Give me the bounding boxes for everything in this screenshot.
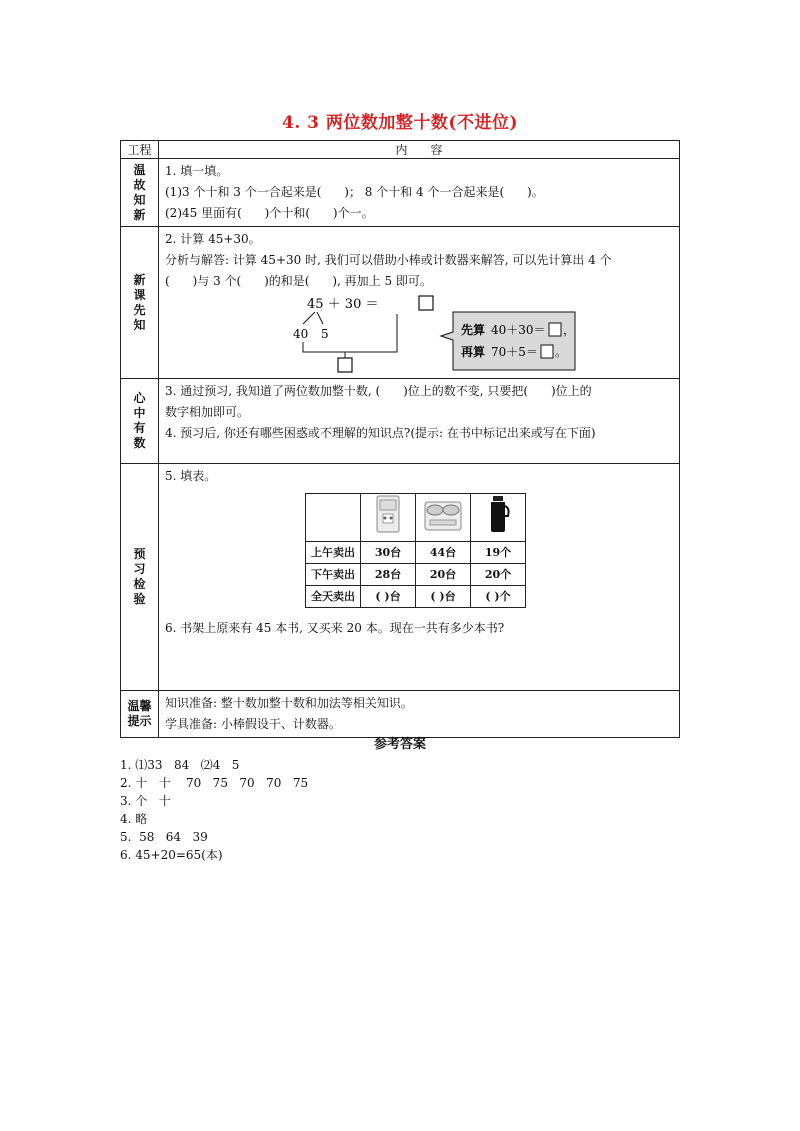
answer-5: 5. 58 64 39 xyxy=(120,830,208,844)
answer-3: 3. 个 十 xyxy=(120,794,171,808)
split-diagram-svg xyxy=(285,292,685,376)
header-row xyxy=(121,141,680,159)
section-new xyxy=(121,227,680,379)
bubble-expr-1: 40＋30＝ xyxy=(491,323,546,337)
row-label-afternoon: 下午卖出 xyxy=(306,564,361,586)
water-dispenser-icon xyxy=(361,494,416,542)
new-content xyxy=(159,227,680,379)
header-project: 工程 xyxy=(121,141,159,159)
q1-part1: (1)3 个十和 3 个一合起来是( )； 8 个十和 4 个一合起来是( )。 xyxy=(165,185,544,199)
bubble-end-1: ， xyxy=(563,323,576,337)
answer-6: 6. 45+20=65(本) xyxy=(120,848,223,862)
page-title: 4. 3 两位数加整十数(不进位) xyxy=(282,113,518,133)
section-label-mind: 心中有数 xyxy=(121,379,159,464)
q3-line2: 数字相加即可。 xyxy=(165,405,250,419)
section-tips xyxy=(121,691,680,738)
row-label-morning: 上午卖出 xyxy=(306,542,361,564)
q1-stem: 1. 填一填。 xyxy=(165,164,229,178)
answer-2: 2. 十 十 70 75 70 70 75 xyxy=(120,776,309,790)
split-line-right xyxy=(317,312,323,324)
cell-morning-thermos: 19个 xyxy=(471,542,526,564)
diagram-expression: 45 ＋ 30 ＝ xyxy=(307,297,379,312)
split-right-value: 5 xyxy=(321,327,329,341)
cell-total-dispenser: ( )台 xyxy=(361,586,416,608)
sales-corner xyxy=(306,494,361,542)
q6-stem: 6. 书架上原来有 45 本书, 又买来 20 本。现在一共有多少本书? xyxy=(165,621,505,635)
bubble-label-2: 再算 xyxy=(461,345,486,359)
bubble-end-2: 。 xyxy=(555,345,568,359)
bubble-box-1 xyxy=(549,323,561,336)
split-line-left xyxy=(303,312,315,324)
sales-icon-row xyxy=(306,494,526,542)
cell-morning-dispenser: 30台 xyxy=(361,542,416,564)
washing-machine-icon xyxy=(416,494,471,542)
answer-1: 1. ⑴33 84 ⑵4 5 xyxy=(120,758,240,772)
q2-analysis-2: ( )与 3 个( )的和是( ), 再加上 5 即可。 xyxy=(165,274,432,288)
row-label-total: 全天卖出 xyxy=(306,586,361,608)
hint-bubble xyxy=(441,312,575,370)
review-content xyxy=(159,159,680,227)
worksheet-table xyxy=(120,140,680,738)
tips-content xyxy=(159,691,680,738)
sales-table xyxy=(305,493,526,608)
preview-content xyxy=(159,464,680,691)
q1-part2: (2)45 里面有( )个十和( )个一。 xyxy=(165,206,374,220)
answer-key-title: 参考答案 xyxy=(373,737,426,752)
tip-knowledge: 知识准备: 整十数加整十数和加法等相关知识。 xyxy=(165,696,413,710)
q2-analysis-1: 分析与解答: 计算 45+30 时, 我们可以借助小棒或计数器来解答, 可以先计算出 4 个 xyxy=(165,253,612,267)
cell-total-washer: ( )台 xyxy=(416,586,471,608)
section-mind xyxy=(121,379,680,464)
section-label-preview: 预习检验 xyxy=(121,464,159,691)
section-label-tips: 温馨提示 xyxy=(121,691,159,738)
section-review xyxy=(121,159,680,227)
header-content: 内 容 xyxy=(159,141,680,159)
bubble-expr-2: 70＋5＝ xyxy=(491,345,538,359)
answer-box-bottom xyxy=(338,358,352,372)
split-left-value: 40 xyxy=(293,327,309,341)
q4-line: 4. 预习后, 你还有哪些困惑或不理解的知识点?(提示: 在书中标记出来或写在下面) xyxy=(165,426,596,440)
bubble-label-1: 先算 xyxy=(461,323,486,337)
cell-total-thermos: ( )个 xyxy=(471,586,526,608)
sales-row-total xyxy=(306,586,526,608)
cell-afternoon-thermos: 20个 xyxy=(471,564,526,586)
thermos-icon xyxy=(471,494,526,542)
q2-stem: 2. 计算 45+30。 xyxy=(165,232,261,246)
cell-morning-washer: 44台 xyxy=(416,542,471,564)
bubble-box-2 xyxy=(541,345,553,358)
sales-row-morning xyxy=(306,542,526,564)
cell-afternoon-dispenser: 28台 xyxy=(361,564,416,586)
answer-box-main xyxy=(419,296,433,310)
q3-line1: 3. 通过预习, 我知道了两位数加整十数, ( )位上的数不变, 只要把( )位上的 xyxy=(165,384,592,398)
connector-lines xyxy=(303,314,397,352)
mind-content xyxy=(159,379,680,464)
section-label-review: 温故知新 xyxy=(121,159,159,227)
section-preview xyxy=(121,464,680,691)
section-label-new: 新课先知 xyxy=(121,227,159,379)
tip-tools: 学具准备: 小棒假设干、计数器。 xyxy=(165,717,341,731)
q5-stem: 5. 填表。 xyxy=(165,469,217,483)
sales-row-afternoon xyxy=(306,564,526,586)
answer-key xyxy=(120,736,680,864)
split-diagram xyxy=(165,292,673,376)
answer-4: 4. 略 xyxy=(120,812,148,826)
cell-afternoon-washer: 20台 xyxy=(416,564,471,586)
